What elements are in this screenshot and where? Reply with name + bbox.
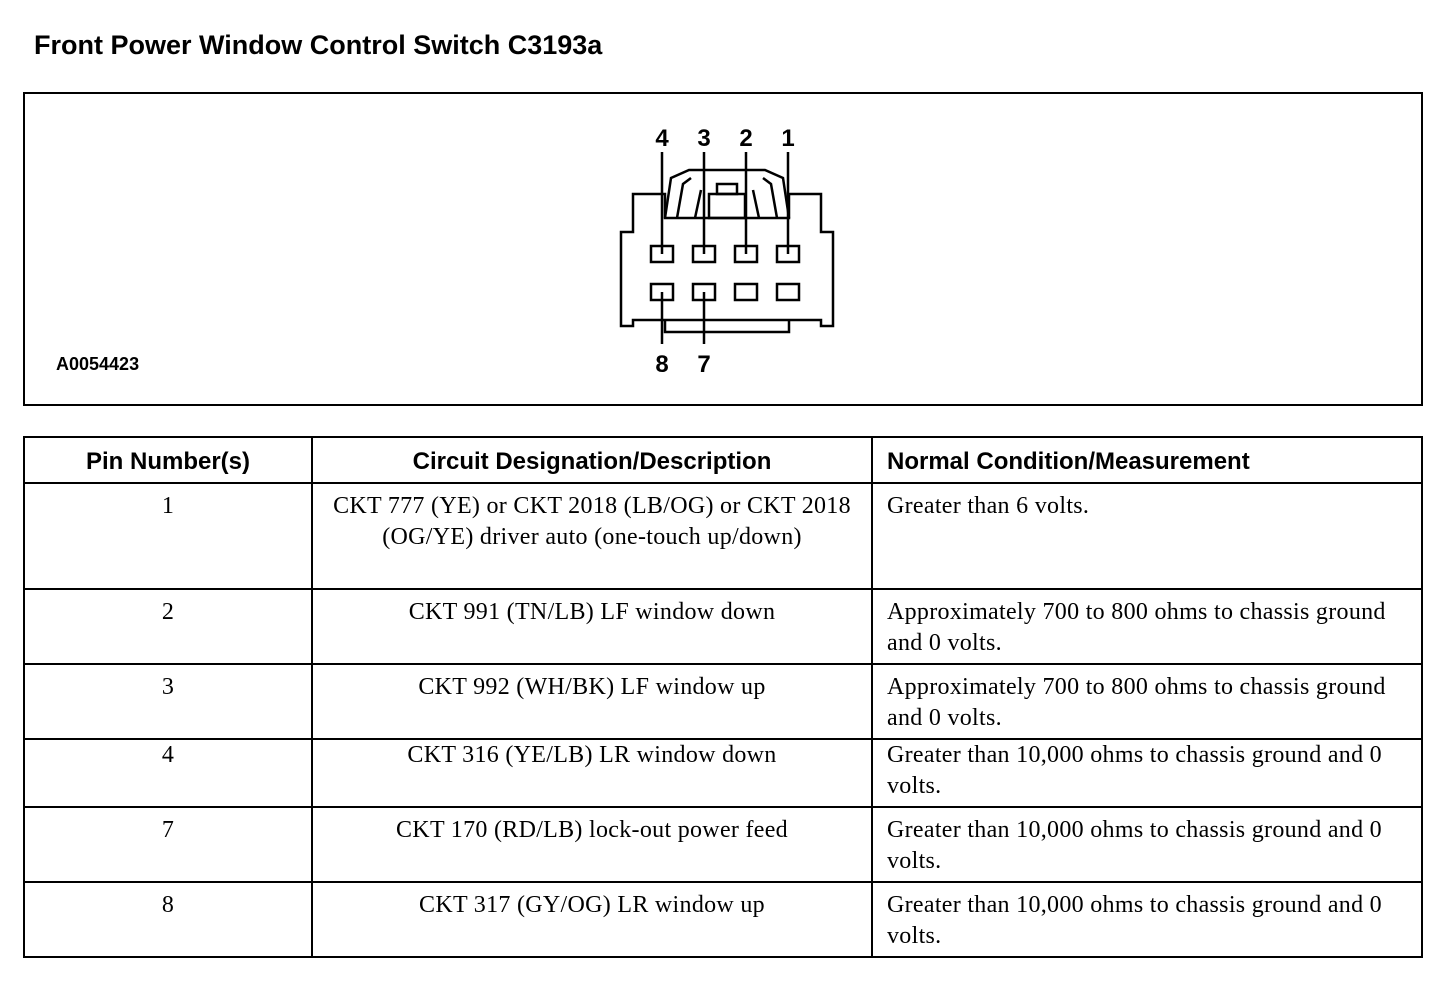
cell-circuit: CKT 991 (TN/LB) LF window down xyxy=(312,589,872,664)
pin-label-4: 4 xyxy=(655,125,669,152)
table-row xyxy=(24,882,1422,957)
pin-label-2: 2 xyxy=(739,125,753,152)
cell-pin: 7 xyxy=(24,807,312,882)
connector-face-illustration xyxy=(25,94,1421,404)
pin-label-3: 3 xyxy=(697,125,711,152)
cell-measurement: Greater than 6 volts. xyxy=(872,483,1422,589)
cell-circuit: CKT 316 (YE/LB) LR window down xyxy=(312,739,872,807)
header-measurement: Normal Condition/Measurement xyxy=(872,437,1422,483)
table-row xyxy=(24,589,1422,664)
cell-measurement: Approximately 700 to 800 ohms to chassis ground and 0 volts. xyxy=(872,589,1422,664)
cell-circuit: CKT 170 (RD/LB) lock-out power feed xyxy=(312,807,872,882)
cell-circuit: CKT 992 (WH/BK) LF window up xyxy=(312,664,872,739)
cell-pin: 8 xyxy=(24,882,312,957)
cell-pin: 4 xyxy=(24,739,312,807)
cell-measurement: Greater than 10,000 ohms to chassis ground and 0 volts. xyxy=(872,739,1422,807)
cell-measurement: Greater than 10,000 ohms to chassis ground and 0 volts. xyxy=(872,807,1422,882)
pin-label-1: 1 xyxy=(781,125,795,152)
table-row xyxy=(24,807,1422,882)
cell-measurement: Approximately 700 to 800 ohms to chassis ground and 0 volts. xyxy=(872,664,1422,739)
pin-label-7: 7 xyxy=(697,351,711,378)
cell-pin: 2 xyxy=(24,589,312,664)
header-circuit: Circuit Designation/Description xyxy=(312,437,872,483)
table-row xyxy=(24,483,1422,589)
pin-label-8: 8 xyxy=(655,351,669,378)
table-row xyxy=(24,664,1422,739)
cell-circuit: CKT 777 (YE) or CKT 2018 (LB/OG) or CKT 2018 (OG/YE) driver auto (one-touch up/down) xyxy=(312,483,872,589)
table-header-row xyxy=(24,437,1422,483)
pin-table xyxy=(23,436,1423,958)
cell-pin: 3 xyxy=(24,664,312,739)
cell-circuit: CKT 317 (GY/OG) LR window up xyxy=(312,882,872,957)
cell-pin: 1 xyxy=(24,483,312,589)
page-title: Front Power Window Control Switch C3193a xyxy=(34,30,603,60)
table-row xyxy=(24,739,1422,807)
figure-id: A0054423 xyxy=(56,354,140,374)
connector-diagram xyxy=(23,92,1423,406)
header-pin-number: Pin Number(s) xyxy=(24,437,312,483)
cell-measurement: Greater than 10,000 ohms to chassis ground and 0 volts. xyxy=(872,882,1422,957)
